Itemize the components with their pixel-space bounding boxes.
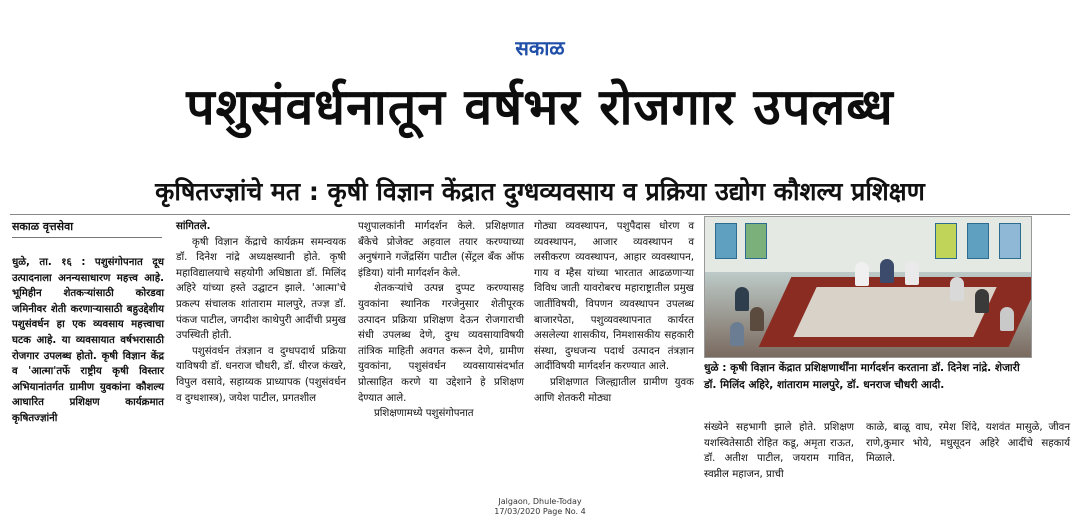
article-column-6 [866, 420, 1070, 467]
edition-footer [0, 497, 1080, 517]
paragraph: कृषी विज्ञान केंद्राचे कार्यक्रम समन्वयक डॉ. दिनेश नांद्रे अध्यक्षस्थानी होते. कृषी महाविद्यालयाचे सहयोगी अधिष्ठाता डॉ. मिलिंद अहिरे यांच्या हस्ते उद्घाटन झाले. 'आत्मा'चे प्रकल्प संचालक शांताराम मालपुरे, तज्ज्ञ डॉ. पंकज पाटील, जगदीश काथेपुरी आदींची प्रमुख उपस्थिती होती. [176, 236, 346, 342]
paragraph: शेतकऱ्यांचे उत्पन्न दुप्पट करण्यासह युवकांना स्थानिक गरजेनुसार शेतीपूरक उत्पादन प्रक्रिया प्रशिक्षण देऊन रोजगाराची संधी उपलब्ध देणे, दुग्ध व्यवसायाविषयी तांत्रिक माहिती अवगत करून देणे, ग्रामीण युवकांना, पशुसंवर्धन व्यवसायासंदर्भात प्रोत्साहित करणे या उद्देशाने हे प्रशिक्षण देण्यात आले. [358, 283, 524, 404]
paragraph: पशुपालकांनी मार्गदर्शन केले. प्रशिक्षणात बँकेचे प्रोजेक्ट अहवाल तयार करण्याच्या अनुषंगाने गजेंद्रसिंग पाटील (सेंट्रल बँक ऑफ इंडिया) यांनी मार्गदर्शन केले. [358, 221, 524, 279]
subheadline: कृषितज्ज्ञांचे मत : कृषी विज्ञान केंद्रात दुग्धव्यवसाय व प्रक्रिया उद्योग कौशल्य प्रशिक्षण [155, 177, 925, 206]
article-column-1 [12, 255, 164, 427]
photo-person [950, 277, 964, 301]
training-session-photo [704, 216, 1032, 358]
photo-poster [715, 223, 737, 259]
paragraph: धुळे, ता. १६ : पशुसंगोपनात दूध उत्पादनाला अनन्यसाधारण महत्त्व आहे. भूमिहीन शेतकऱ्यांसाठी कोरडवा जमिनीवर शेती करणाऱ्यासाठी बहुउद्देशीय पशुसंवर्धन हा एक व्यवसाय महत्त्वाचा घटक आहे. या व्यवसायात वर्षभरासाठी रोजगार उपलब्ध होतो. कृषी विज्ञान केंद्र व 'आत्मा'तर्फे राष्ट्रीय कृषी विस्तार अभियानांतर्गत ग्रामीण युवकांना कौशल्य आधारित प्रशिक्षण कार्यक्रमात कृषितज्ज्ञांनी [12, 257, 164, 424]
paragraph: प्रशिक्षणात जिल्ह्यातील ग्रामीण युवक आणि शेतकरी मोठ्या [534, 376, 694, 404]
photo-person [905, 261, 919, 285]
photo-caption: धुळे : कृषी विज्ञान केंद्रात प्रशिक्षणार्थींना मार्गदर्शन करताना डॉ. दिनेश नांद्रे. शेजारी डॉ. मिलिंद अहिरे, शांताराम मालपुरे, डॉ. धनराज चौधरी आदी. [704, 362, 1020, 391]
byline-divider [12, 237, 162, 238]
photo-person [735, 287, 749, 311]
paragraph: काळे, बाळू वाघ, रमेश शिंदे, यशवंत मासुळे, जीवन राणे,कुमार भोये, मधुसूदन अहिरे आदींचे सहकार्य मिळाले. [866, 422, 1070, 465]
photo-person [975, 289, 989, 313]
article-column-3 [358, 219, 524, 422]
masthead-logo: सकाळ [515, 36, 565, 60]
edition-name: Jalgaon, Dhule-Today [498, 497, 582, 506]
photo-poster [935, 223, 957, 259]
photo-person [880, 259, 894, 283]
photo-person [855, 262, 869, 286]
article-column-4 [534, 219, 694, 406]
photo-poster [967, 223, 989, 259]
photo-person [730, 322, 744, 346]
article-column-5 [704, 420, 854, 482]
paragraph: पशुसंवर्धन तंत्रज्ञान व दुग्धपदार्थ प्रक्रिया याविषयी डॉ. धनराज चौधरी, डॉ. धीरज कंखरे, विपुल वसावे, सहाय्यक प्राध्यापक (पशुसंवर्धन व दुग्धशास्त्र), जयेश पाटील, प्रगतशील [176, 345, 346, 404]
paragraph: प्रशिक्षणामध्ये पशुसंगोपनात [374, 408, 474, 420]
headline: पशुसंवर्धनातून वर्षभर रोजगार उपलब्ध [186, 78, 894, 136]
photo-person [750, 307, 764, 331]
article-column-2 [176, 219, 346, 406]
paragraph: संख्येने सहभागी झाले होते. प्रशिक्षण यशस्वितेसाठी रोहित कडू, अमृता राऊत, डॉ. अतीश पाटील, जयराम गावित, स्वप्नील महाजन, प्राची [704, 422, 854, 480]
paragraph: गोठ्या व्यवस्थापन, पशुपैदास धोरण व व्यवस्थापन, आजार व्यवस्थापन व लसीकरण व्यवस्थापन, आहार व्यवस्थापन, गाय व म्हैस यांच्या भारतात आढळणाऱ्या विविध जाती यावरोबरच महाराष्ट्रातील प्रमुख जातींविषयी, विपणन व्यवस्थापन उपलब्ध बाजारपेठा, पशुव्यवस्थापनात कार्यरत असलेल्या शासकीय, निमशासकीय सहकारी संस्था, दुग्धजन्य पदार्थ उत्पादन तंत्रज्ञान आदींविषयी मार्गदर्शन करण्यात आले. [534, 221, 694, 373]
divider [10, 214, 1070, 215]
photo-person [1000, 307, 1014, 331]
photo-table-surface [793, 287, 996, 337]
byline: सकाळ वृत्तसेवा [12, 220, 74, 233]
photo-poster [999, 223, 1021, 259]
edition-date-page: 17/03/2020 Page No. 4 [494, 507, 586, 516]
photo-poster [745, 223, 767, 259]
paragraph: सांगितले. [176, 221, 211, 232]
